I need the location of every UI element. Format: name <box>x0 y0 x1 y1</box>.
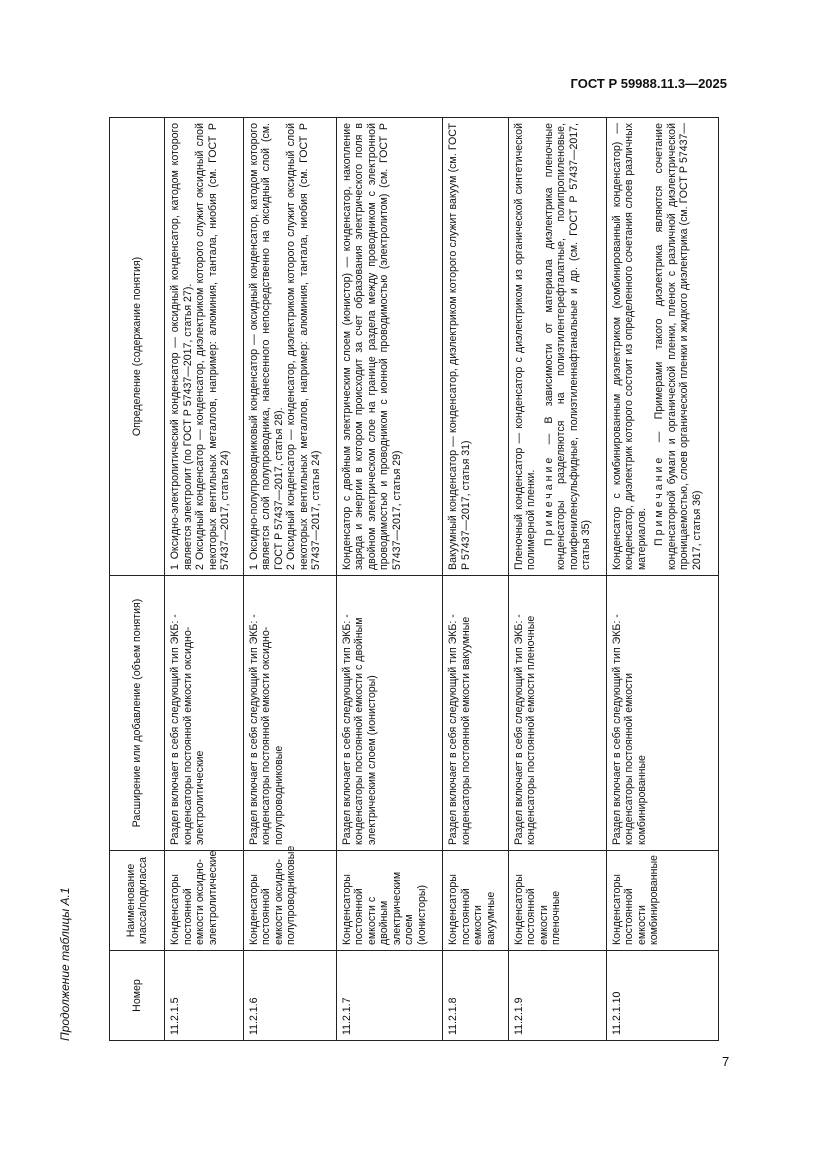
row-extension: Раздел включает в себя следующий тип ЭКБ: - конденсаторы постоянной емкости вакуумные <box>443 576 508 851</box>
note-text: — Примерами такого диэлектрика являются сочетание конденсаторной бумаги и органической пленки, пленок с различной диэлектрической проницаемостью, слоев органической пленки и жидкого диэлектрика (см. ГОСТ Р 57437—2017, статья 36) <box>653 123 703 570</box>
header-number: Номер <box>110 951 165 1041</box>
table-row <box>508 118 606 1041</box>
definition-paragraph: Вакуумный конденсатор — конденсатор, диэлектриком которого служит вакуум (см. ГОСТ Р 57437—2017, статья 31) <box>447 123 472 570</box>
row-class-name: Конденсаторы постоянной емкости оксидно-электролитические <box>165 851 244 951</box>
header-definition: Определение (содержание понятия) <box>110 118 165 576</box>
definition-paragraph: Конденсатор с комбинированным диэлектриком (комбинированный конденсатор) — конденсатор, диэлектрик которого состоит из определенного сочетания слоев различных материалов. <box>610 123 648 570</box>
table-row <box>165 118 244 1041</box>
note-label: Примечание <box>542 454 555 546</box>
row-number: 11.2.1.10 <box>606 951 718 1041</box>
table-row <box>336 118 443 1041</box>
document-code: ГОСТ Р 59988.11.3—2025 <box>570 76 727 91</box>
row-class-name: Конденсаторы постоянной емкости пленочные <box>508 851 606 951</box>
header-extension: Расширение или добавление (объем понятия) <box>110 576 165 851</box>
row-definition <box>443 118 508 576</box>
row-extension: Раздел включает в себя следующий тип ЭКБ: - конденсаторы постоянной емкости оксидно-электролитические <box>165 576 244 851</box>
note-label: Примечание <box>653 454 666 546</box>
row-number: 11.2.1.5 <box>165 951 244 1041</box>
row-extension: Раздел включает в себя следующий тип ЭКБ: - конденсаторы постоянной емкости комбинированные <box>606 576 718 851</box>
table-row <box>443 118 508 1041</box>
row-class-name: Конденсаторы постоянной емкости комбинированные <box>606 851 718 951</box>
definition-paragraph: 1 Оксидно-электролитический конденсатор — оксидный конденсатор, катодом которого является электролит (по ГОСТ Р 57437—2017, статья 27). <box>169 123 194 570</box>
row-definition <box>336 118 443 576</box>
definition-paragraph: Конденсатор с двойным электрическим слоем (ионистор) — конденсатор, накопление заряда и энергии в котором происходит за счет образования электрического поля в двойном электрическом слое на границе раздела между проводником с электронной проводимостью и проводником с ионной проводимостью (электролитом) (см. ГОСТ Р 57437—2017, статья 29) <box>340 123 403 570</box>
definition-paragraph: Пленочный конденсатор — конденсатор с диэлектриком из органической синтетической полимерной пленки. <box>512 123 538 570</box>
row-class-name: Конденсаторы постоянной емкости вакуумные <box>443 851 508 951</box>
definitions-table <box>109 117 719 1041</box>
row-number: 11.2.1.6 <box>243 951 336 1041</box>
row-number: 11.2.1.9 <box>508 951 606 1041</box>
definition-paragraph: 2 Оксидный конденсатор — конденсатор, диэлектриком которого служит оксидный слой некоторых вентильных металлов, например: алюминия, тантала, ниобия (см. ГОСТ Р 57437—2017, статья 24) <box>194 123 231 570</box>
row-number: 11.2.1.7 <box>336 951 443 1041</box>
definition-paragraph: 2 Оксидный конденсатор — конденсатор, диэлектриком которого служит оксидный слой некоторых вентильных металлов, например: алюминия, тантала, ниобия (см. ГОСТ Р 57437—2017, статья 24) <box>285 123 323 570</box>
note-text: — В зависимости от материала диэлектрика пленочные конденсаторы разделяются на полиэтилентерефталатные, полипропиленовые, полифениленсульфидные, полиэтиленнафтанальные и др. (см. ГОСТ Р 57437—2017, статья 35) <box>542 123 593 570</box>
definition-note <box>653 123 703 570</box>
table-row <box>243 118 336 1041</box>
row-definition <box>606 118 718 576</box>
row-number: 11.2.1.8 <box>443 951 508 1041</box>
row-extension: Раздел включает в себя следующий тип ЭКБ: - конденсаторы постоянной емкости пленочные <box>508 576 606 851</box>
row-definition <box>508 118 606 576</box>
table-caption: Продолжение таблицы А.1 <box>58 887 72 1041</box>
rotated-table-container <box>109 118 719 1041</box>
row-class-name: Конденсаторы постоянной емкости оксидно-полупроводниковые <box>243 851 336 951</box>
page-number: 7 <box>722 1054 730 1069</box>
row-definition <box>165 118 244 576</box>
table-row <box>606 118 718 1041</box>
table-header-row <box>110 118 165 1041</box>
header-class-name: Наименование класса/подкласса <box>110 851 165 951</box>
row-definition <box>243 118 336 576</box>
row-extension: Раздел включает в себя следующий тип ЭКБ: - конденсаторы постоянной емкости оксидно-полупроводниковые <box>243 576 336 851</box>
row-class-name: Конденсаторы постоянной емкости с двойным электрическим слоем (ионисторы) <box>336 851 443 951</box>
definition-paragraph: 1 Оксидно-полупроводниковый конденсатор — оксидный конденсатор, катодом которого является слой полупроводника, нанесенного непосредственно на оксидный слой (см. ГОСТ Р 57437—2017, статья 28). <box>247 123 285 570</box>
definition-note <box>543 123 593 570</box>
row-extension: Раздел включает в себя следующий тип ЭКБ: - конденсаторы постоянной емкости с двойным электрическим слоем (ионисторы) <box>336 576 443 851</box>
